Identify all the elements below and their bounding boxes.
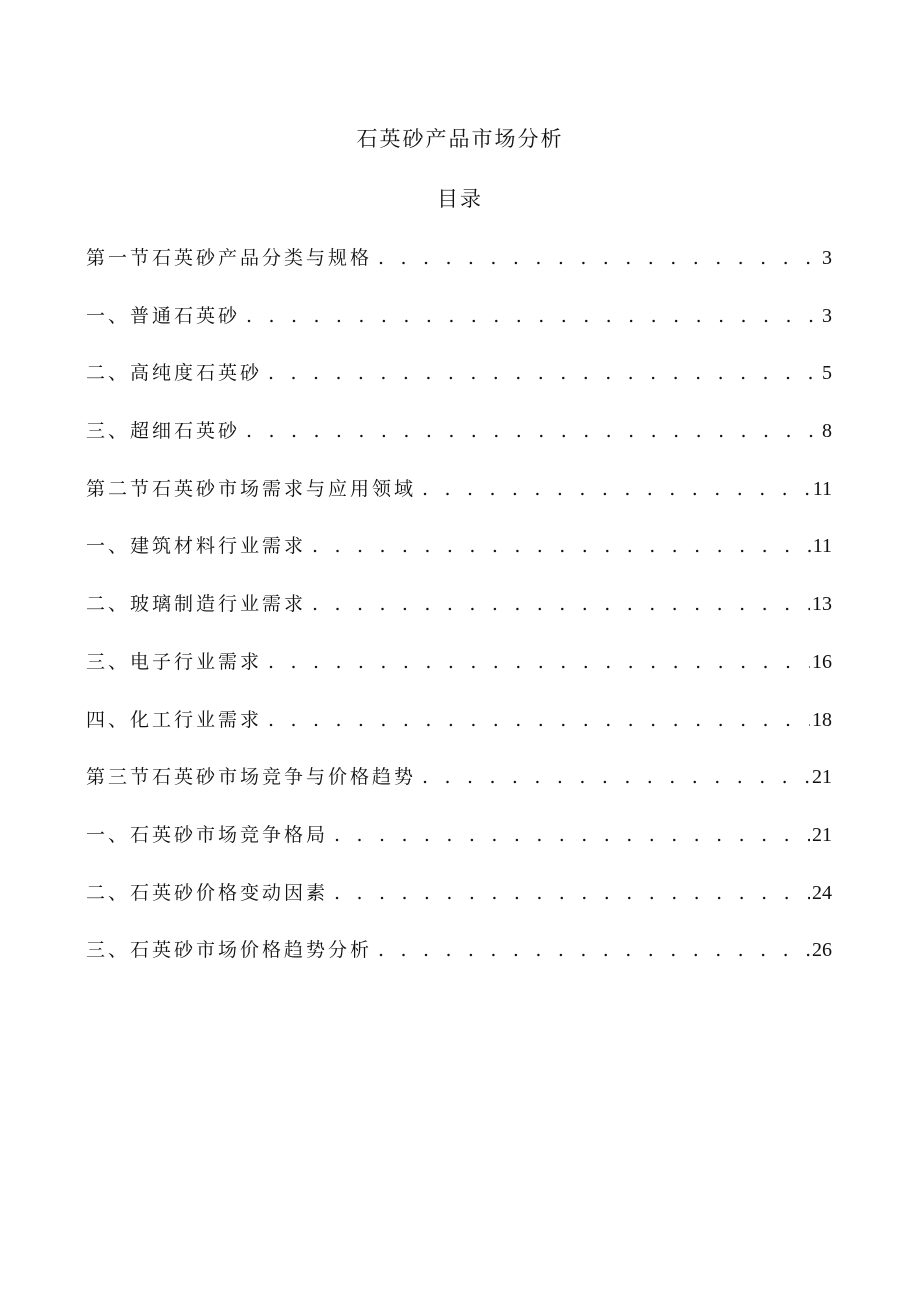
toc-entry-page: 21 — [812, 766, 832, 789]
toc-entry-label: 二、石英砂价格变动因素 — [86, 881, 329, 904]
toc-entry[interactable] — [86, 301, 832, 359]
toc-dot-leader — [372, 935, 810, 965]
toc-entry[interactable] — [86, 589, 832, 647]
toc-entry-label: 第三节石英砂市场竞争与价格趋势 — [86, 766, 417, 789]
toc-entry-label: 一、石英砂市场竞争格局 — [86, 823, 329, 846]
toc-entry-label: 二、高纯度石英砂 — [86, 362, 263, 385]
toc-entry-label: 三、电子行业需求 — [86, 650, 263, 673]
toc-entry[interactable] — [86, 878, 832, 936]
toc-entry-page: 3 — [822, 247, 832, 269]
toc-entry[interactable] — [86, 762, 832, 820]
toc-dot-leader — [416, 474, 811, 504]
toc-dot-leader — [328, 820, 810, 850]
toc-entry-label: 二、玻璃制造行业需求 — [86, 593, 307, 616]
toc-dot-leader — [306, 589, 810, 619]
toc-entry-label: 一、建筑材料行业需求 — [86, 535, 307, 558]
toc-entry-page: 16 — [812, 650, 832, 673]
toc-entry-page: 11 — [812, 477, 832, 500]
toc-entry[interactable] — [86, 358, 832, 416]
toc-dot-leader — [262, 647, 810, 677]
toc-entry-page: 18 — [812, 708, 832, 731]
toc-entry[interactable] — [86, 416, 832, 474]
toc-entry[interactable] — [86, 474, 832, 532]
toc-entry[interactable] — [86, 647, 832, 705]
toc-entry[interactable] — [86, 820, 832, 878]
toc-heading: 目录 — [437, 187, 483, 211]
toc-entry-label: 三、超细石英砂 — [86, 420, 241, 443]
toc-entry-page: 11 — [812, 535, 832, 558]
toc-dot-leader — [240, 301, 820, 331]
toc-entry[interactable] — [86, 531, 832, 589]
toc-entry-label: 第二节石英砂市场需求与应用领域 — [86, 477, 417, 500]
toc-entry-page: 21 — [812, 823, 832, 846]
toc-dot-leader — [306, 531, 811, 561]
toc-entry[interactable] — [86, 243, 832, 301]
toc-dot-leader — [416, 762, 810, 792]
toc-dot-leader — [372, 243, 820, 273]
document-title: 石英砂产品市场分析 — [356, 127, 564, 151]
toc-entry-page: 26 — [812, 939, 832, 962]
toc-dot-leader — [328, 878, 810, 908]
toc-entry-label: 第一节石英砂产品分类与规格 — [86, 247, 373, 269]
toc-dot-leader — [262, 358, 820, 388]
toc-entry[interactable] — [86, 705, 832, 763]
toc-entry-page: 13 — [812, 593, 832, 616]
toc-entry-page: 5 — [822, 362, 832, 385]
table-of-contents — [86, 243, 832, 993]
toc-entry-label: 三、石英砂市场价格趋势分析 — [86, 939, 373, 962]
toc-entry[interactable] — [86, 935, 832, 993]
toc-entry-page: 3 — [822, 304, 832, 327]
toc-entry-label: 一、普通石英砂 — [86, 304, 241, 327]
toc-entry-page: 24 — [812, 881, 832, 904]
toc-dot-leader — [262, 705, 810, 735]
toc-entry-page: 8 — [822, 420, 832, 443]
toc-entry-label: 四、化工行业需求 — [86, 708, 263, 731]
toc-dot-leader — [240, 416, 820, 446]
